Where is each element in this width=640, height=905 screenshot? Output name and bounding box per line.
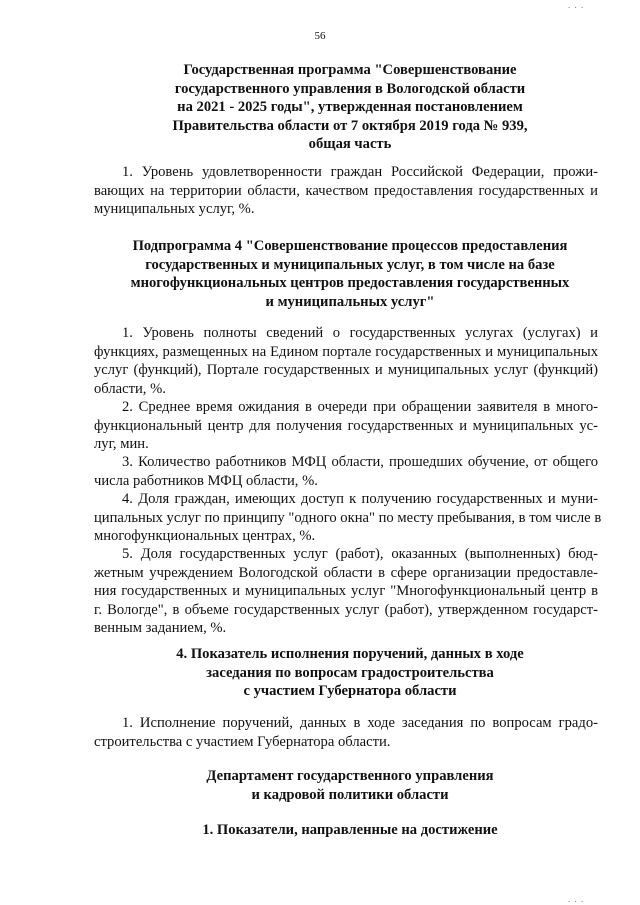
section-4-heading-line: 4. Показатель исполнения поручений, данных в ходе (176, 646, 524, 662)
scan-artifact: . . . (568, 0, 585, 10)
program-heading-line: государственного управления в Вологодской области (174, 80, 526, 97)
program-heading-line: на 2021 - 2025 годы", утвержденная постановлением (177, 99, 523, 115)
program-heading-line: Правительства области от 7 октября 2019 года № 939, (172, 117, 528, 134)
subprogram-indicator-5: 5. Доля государственных услуг (работ), оказанных (выполненных) бюд- жетным учреждением Вологодской области в сфере организации предоставле- ния государственных и муниципальных услуг "Многофункциональный центр в г. Вологде", в объеме государственных услуг (работ), утвержденном государст- венным заданием, %. (94, 546, 598, 636)
department-heading-line: и кадровой политики области (251, 786, 449, 803)
subprogram-heading-line: многофункциональных центров предоставления государственных (130, 275, 570, 291)
subprogram-indicator-1: 1. Уровень полноты сведений о государственных услугах (услугах) и функциях, размещенных на Едином портале государственных и муниципальных услуг (функций), Портале государственных и муниципальных услуг (функций) области, %. (94, 325, 598, 397)
section-4-heading-line: с участием Губернатора области (243, 683, 457, 699)
subprogram-indicator-3: 3. Количество работников МФЦ области, прошедших обучение, от общего числа работников МФЦ области, %. (94, 454, 598, 489)
indicators-heading-line: 1. Показатели, направленные на достижение (202, 822, 498, 838)
department-heading-line: Департамент государственного управления (206, 768, 494, 784)
subprogram-heading-line: государственных и муниципальных услуг, в том числе на базе (145, 256, 555, 273)
subprogram-indicator-4: 4. Доля граждан, имеющих доступ к получению государственных и муни- ципальных услуг по принципу "одного окна" по месту пребывания, в том числе в многофункциональных центрах, %. (94, 491, 602, 544)
program-heading (140, 61, 560, 154)
subprogram-heading-line: и муниципальных услуг" (265, 293, 435, 310)
subprogram-heading (110, 237, 590, 311)
program-indicator-1: 1. Уровень удовлетворенности граждан Российской Федерации, прожи- вающих на территории области, качеством предоставления государственных и муниципальных услуг, %. (94, 164, 598, 217)
section-4-heading (110, 645, 590, 701)
section-4-heading-line: заседания по вопросам градостроительства (206, 664, 494, 681)
section-4-indicator-1: 1. Исполнение поручений, данных в ходе заседания по вопросам градо- строительства с участием Губернатора области. (94, 715, 598, 750)
program-heading-line: Государственная программа "Совершенствование (183, 62, 517, 78)
indicators-heading (110, 821, 590, 840)
subprogram-indicator-2: 2. Среднее время ожидания в очереди при обращении заявителя в много- функциональный центр для получения государственных и муниципальных ус- луг, мин. (94, 399, 598, 452)
scan-artifact: . . . (568, 894, 585, 904)
subprogram-heading-line: Подпрограмма 4 "Совершенствование процессов предоставления (132, 238, 568, 254)
department-heading (110, 767, 590, 804)
page-number: 56 (314, 30, 326, 42)
program-heading-line: общая часть (308, 136, 392, 152)
